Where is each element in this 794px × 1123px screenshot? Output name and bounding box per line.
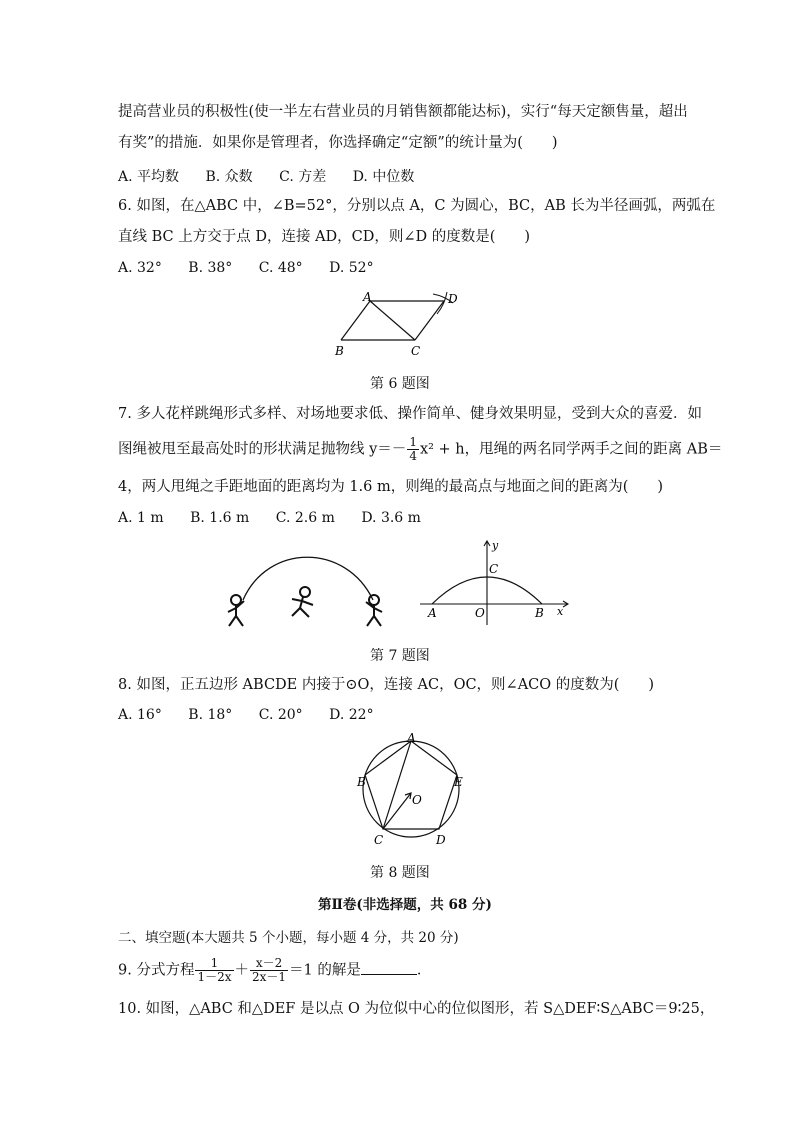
q8-options	[118, 707, 396, 723]
q7-text-line-2	[118, 436, 722, 463]
q7-fraction	[407, 436, 419, 463]
q9-fraction-1	[195, 957, 233, 984]
person-right-icon	[366, 595, 382, 626]
q7-label-o: O	[475, 606, 485, 620]
q8-label-d: D	[436, 833, 446, 847]
q7-text-line-1: 7. 多人花样跳绳形式多样、对场地要求低、操作简单、健身效果明显，受到大众的喜爱．如	[118, 406, 702, 422]
person-jumping-icon	[292, 587, 313, 617]
q6-label-b: B	[335, 344, 344, 358]
q8-label-c: C	[374, 833, 384, 847]
q8-label-e: E	[454, 775, 463, 789]
q5-option-d[interactable]: D. 中位数	[352, 169, 415, 185]
q7-option-a[interactable]: A. 1 m	[118, 510, 164, 526]
q8-text-line-1: 8. 如图，正五边形 ABCDE 内接于⊙O，连接 AC，OC，则∠ACO 的度数为( )	[118, 677, 655, 693]
q9-f1-den: 1－2x	[197, 970, 232, 984]
q6-option-b[interactable]: B. 38°	[188, 260, 233, 276]
q6-option-c[interactable]: C. 48°	[258, 260, 303, 276]
q8-caption: 第 8 题图	[370, 865, 430, 881]
q8-option-c[interactable]: C. 20°	[258, 707, 303, 723]
q7-coordinate-figure	[418, 537, 574, 627]
q7-label-y: y	[492, 539, 499, 552]
q7-label-a: A	[428, 606, 437, 620]
q8-label-o: O	[412, 793, 422, 807]
q7-options	[118, 510, 443, 526]
q8-segment-ac	[383, 741, 411, 829]
q6-figure	[325, 288, 475, 362]
q5-text-line-2: 有奖”的措施．如果你是管理者，你选择确定“定额”的统计量为( )	[118, 135, 558, 151]
part2-title: 第Ⅱ卷(非选择题，共 68 分)	[318, 897, 492, 913]
q7-line2-pre: 图绳被甩至最高处时的形状满足抛物线 y＝－	[118, 441, 407, 458]
q9-f1-num: 1	[195, 957, 233, 971]
q9-plus: ＋	[234, 962, 249, 979]
q9-end: ．	[416, 962, 432, 979]
q6-option-a[interactable]: A. 32°	[118, 260, 162, 276]
q8-option-d[interactable]: D. 22°	[329, 707, 374, 723]
q10-text-line-1: 10. 如图，△ABC 和△DEF 是以点 O 为位似中心的位似图形，若 S△DEF∶S△ABC＝9∶25，	[118, 1001, 715, 1017]
q6-segment-cd	[415, 301, 444, 340]
q6-text-line-1: 6. 如图，在△ABC 中，∠B=52°，分别以点 A，C 为圆心，BC，AB 长为半径画弧，两弧在	[118, 198, 716, 214]
q7-line2-post: x² + h，甩绳的两名同学两手之间的距离 AB＝	[419, 441, 723, 458]
q6-label-d: D	[448, 292, 458, 306]
q6-option-d[interactable]: D. 52°	[329, 260, 374, 276]
q5-options	[118, 166, 436, 186]
q9-post: ＝1 的解是	[289, 962, 361, 979]
q7-option-c[interactable]: C. 2.6 m	[275, 510, 335, 526]
fill-in-section-heading: 二、填空题(本大题共 5 个小题，每小题 4 分，共 20 分)	[118, 930, 459, 946]
q7-option-d[interactable]: D. 3.6 m	[361, 510, 421, 526]
person-left-icon	[228, 595, 244, 626]
q6-caption: 第 6 题图	[370, 376, 430, 392]
q8-circle	[363, 741, 459, 837]
q5-option-c[interactable]: C. 方差	[279, 169, 327, 185]
q9-answer-blank[interactable]	[361, 960, 417, 975]
q7-caption: 第 7 题图	[370, 648, 430, 664]
q7-label-b: B	[535, 606, 544, 620]
q8-segment-oc	[383, 793, 411, 829]
q7-label-c: C	[489, 562, 499, 576]
q6-text-line-2: 直线 BC 上方交于点 D，连接 AD，CD，则∠D 的度数是( )	[118, 229, 531, 245]
q8-label-a: A	[407, 732, 416, 745]
q8-option-a[interactable]: A. 16°	[118, 707, 162, 723]
q9-f2-num: x－2	[250, 957, 288, 971]
q5-text-line-1: 提高营业员的积极性(使一半左右营业员的月销售额都能达标)，实行“每天定额售量，超出	[118, 104, 688, 120]
q8-pentagon-figure	[348, 732, 474, 850]
q8-option-b[interactable]: B. 18°	[188, 707, 233, 723]
q7-option-b[interactable]: B. 1.6 m	[190, 510, 250, 526]
q7-text-line-3: 4，两人甩绳之手距地面的距离均为 1.6 m，则绳的最高点与地面之间的距离为( )	[118, 479, 664, 495]
q7-rope	[243, 557, 373, 600]
q6-label-c: C	[411, 344, 421, 358]
q6-segment-ab	[341, 301, 370, 340]
q9-f2-den: 2x－1	[252, 970, 287, 984]
q5-option-b[interactable]: B. 众数	[205, 169, 253, 185]
q7-frac-den: 4	[409, 449, 417, 463]
q8-label-b: B	[357, 775, 366, 789]
q6-segment-ac	[370, 301, 415, 340]
q9-fraction-2	[250, 957, 288, 984]
q7-frac-num: 1	[409, 435, 417, 449]
q7-jump-rope-illustration	[218, 555, 394, 631]
q6-label-a: A	[363, 290, 372, 304]
q5-option-a[interactable]: A. 平均数	[118, 169, 180, 185]
q9-text	[118, 957, 431, 984]
q7-label-x: x	[557, 605, 564, 618]
q6-options	[118, 260, 396, 276]
q9-pre: 9. 分式方程	[118, 962, 195, 979]
